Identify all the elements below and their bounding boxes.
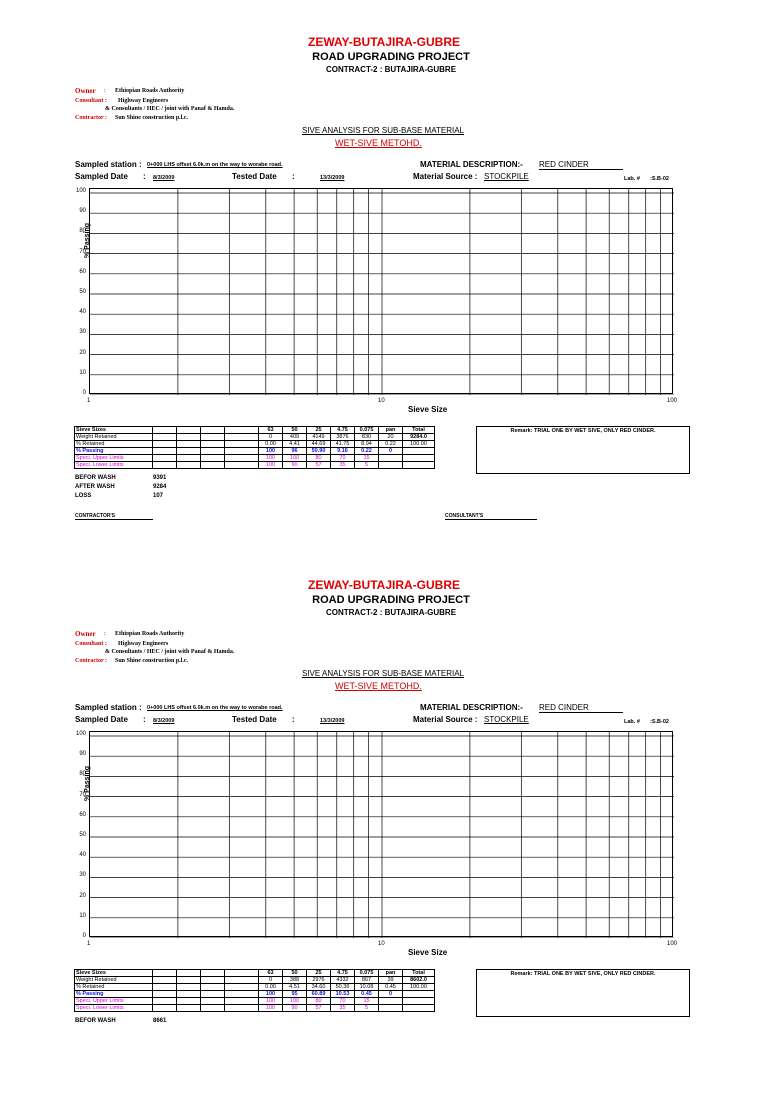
table-cell	[153, 441, 177, 448]
wash-label: BEFOR WASH	[75, 1018, 116, 1024]
material-description-label: MATERIAL DESCRIPTION:-	[420, 703, 523, 712]
header-cell: 50	[283, 970, 307, 977]
contract-line: CONTRACT-2 : BUTAJIRA-GUBRE	[325, 65, 457, 74]
table-cell	[201, 434, 225, 441]
material-source-label: Material Source :	[413, 715, 478, 724]
header-cell	[153, 970, 177, 977]
table-cell	[379, 455, 403, 462]
table-cell	[403, 448, 435, 455]
table-row	[75, 434, 435, 441]
x-tick-1: 1	[87, 398, 91, 404]
contractor-value: Sun Shine construction p.l.c.	[115, 115, 189, 121]
table-cell: 100	[259, 448, 283, 455]
project-title: ZEWAY-BUTAJIRA-GUBRE	[307, 578, 460, 592]
remark-box: Remark: TRIAL ONE BY WET SIVE, ONLY RED CINDER.	[476, 426, 690, 474]
table-cell	[153, 984, 177, 991]
table-cell: 39	[379, 977, 403, 984]
table-cell: 2976	[307, 977, 331, 984]
table-cell	[153, 448, 177, 455]
table-cell: 44.69	[307, 441, 331, 448]
wash-value: 9391	[153, 475, 167, 481]
header-cell: Sieve Sizes	[75, 970, 153, 977]
row-label: Speci. Lower Limits	[75, 462, 153, 469]
remark-box: Remark: TRIAL ONE BY WET SIVE, ONLY RED CINDER.	[476, 969, 690, 1017]
table-cell	[403, 455, 435, 462]
table-cell: 90	[283, 462, 307, 469]
sampled-station-label: Sampled station :	[75, 160, 142, 169]
table-cell: 15	[355, 455, 379, 462]
lab-value: :S.B-02	[650, 176, 669, 182]
report-sheet-2	[0, 543, 768, 1103]
y-tick-label: 30	[79, 329, 86, 336]
row-label: % Passing	[75, 448, 153, 455]
y-tick-label: 70	[79, 791, 86, 798]
table-cell: 60.89	[307, 991, 331, 998]
row-label: Speci. Lower Limits	[75, 1005, 153, 1012]
y-tick-label: 90	[79, 208, 86, 215]
table-cell: 100.00	[403, 984, 435, 991]
tested-date-colon: :	[292, 715, 295, 724]
table-cell	[177, 977, 201, 984]
report-method: WET-SIVE METOHD.	[335, 681, 422, 691]
table-cell: 0.00	[259, 441, 283, 448]
y-tick-label: 20	[79, 349, 86, 356]
table-cell: 867	[355, 977, 379, 984]
table-cell: 50.36	[331, 984, 355, 991]
report-method: WET-SIVE METOHD.	[335, 138, 422, 148]
table-cell	[225, 448, 259, 455]
lab-label: Lab. #	[624, 719, 640, 725]
header-cell: pan	[379, 427, 403, 434]
consultant-value-2: & Consultants / HEC / joint with Panaf & Hamda.	[105, 649, 235, 655]
table-cell: 100	[259, 998, 283, 1005]
table-cell: 50.90	[307, 448, 331, 455]
header-cell: 4.75	[331, 427, 355, 434]
tested-date-value: 13/3/2009	[320, 175, 345, 181]
header-cell	[153, 427, 177, 434]
owner-label: Owner	[75, 87, 96, 95]
sampled-date-label: Sampled Date	[75, 715, 128, 724]
table-cell	[403, 1005, 435, 1012]
owner-label: Owner	[75, 630, 96, 638]
row-label: % Retained	[75, 984, 153, 991]
y-tick-label: 80	[79, 771, 86, 778]
x-axis-label: Sieve Size	[408, 405, 448, 414]
grading-chart	[89, 188, 673, 394]
consultant-label: Consultant :	[75, 98, 107, 104]
table-cell: 90	[283, 1005, 307, 1012]
table-row	[75, 991, 435, 998]
table-cell	[153, 462, 177, 469]
sampled-date-label: Sampled Date	[75, 172, 128, 181]
table-row	[75, 1005, 435, 1012]
x-tick-100: 100	[667, 941, 678, 947]
material-description-label: MATERIAL DESCRIPTION:-	[420, 160, 523, 169]
table-row	[75, 998, 435, 1005]
y-tick-label: 60	[79, 268, 86, 275]
lab-value: :S.B-02	[650, 719, 669, 725]
chart-grid	[90, 189, 674, 395]
y-tick-label: 20	[79, 892, 86, 899]
table-cell	[153, 1005, 177, 1012]
consultant-value-2: & Consultants / HEC / joint with Panaf & Hamda.	[105, 106, 235, 112]
table-cell	[177, 462, 201, 469]
table-cell: 15	[355, 998, 379, 1005]
row-label: Speci. Upper Limits	[75, 998, 153, 1005]
contractor-signature: CONTRACTOR'S	[75, 513, 153, 520]
table-cell	[225, 984, 259, 991]
table-row	[75, 984, 435, 991]
table-cell	[177, 998, 201, 1005]
table-cell: 4332	[331, 977, 355, 984]
table-header-row	[75, 970, 435, 977]
material-description-value: RED CINDER	[539, 703, 623, 713]
header-cell: pan	[379, 970, 403, 977]
wash-value: 8661	[153, 1018, 167, 1024]
sampled-date-colon: :	[143, 715, 146, 724]
wash-label: LOSS	[75, 493, 92, 499]
table-cell	[379, 998, 403, 1005]
tested-date-colon: :	[292, 172, 295, 181]
table-cell: 96	[283, 448, 307, 455]
table-cell: 3876	[331, 434, 355, 441]
table-cell: 9.16	[331, 448, 355, 455]
tested-date-value: 13/3/2009	[320, 718, 345, 724]
y-tick-label: 40	[79, 852, 86, 859]
table-row	[75, 455, 435, 462]
table-cell: 95	[283, 991, 307, 998]
table-row	[75, 448, 435, 455]
grading-chart	[89, 731, 673, 937]
table-cell	[201, 998, 225, 1005]
y-tick-label: 40	[79, 309, 86, 316]
table-cell: 57	[307, 1005, 331, 1012]
table-cell: 4149	[307, 434, 331, 441]
table-cell	[177, 984, 201, 991]
y-tick-label: 100	[75, 188, 86, 194]
contractor-label: Contractor :	[75, 115, 108, 121]
table-cell	[403, 998, 435, 1005]
table-cell	[177, 455, 201, 462]
header-cell: Sieve Sizes	[75, 427, 153, 434]
header-cell: 50	[283, 427, 307, 434]
table-cell	[153, 455, 177, 462]
table-cell: 20	[379, 434, 403, 441]
table-row	[75, 462, 435, 469]
x-tick-1: 1	[87, 941, 91, 947]
table-cell	[225, 977, 259, 984]
table-cell	[153, 991, 177, 998]
table-cell: 409	[283, 434, 307, 441]
table-cell: 70	[331, 455, 355, 462]
wash-value: 107	[153, 493, 164, 499]
header-cell: 4.75	[331, 970, 355, 977]
row-label: % Passing	[75, 991, 153, 998]
table-cell: 34.60	[307, 984, 331, 991]
table-cell	[225, 455, 259, 462]
table-cell	[225, 434, 259, 441]
table-cell: 41.75	[331, 441, 355, 448]
report-heading: SIVE ANALYSIS FOR SUB-BASE MATERIAL	[302, 669, 464, 678]
table-cell	[201, 462, 225, 469]
table-cell	[403, 462, 435, 469]
table-cell: 8602.0	[403, 977, 435, 984]
y-tick-label: 90	[79, 751, 86, 758]
tested-date-label: Tested Date	[232, 172, 277, 181]
table-cell	[177, 448, 201, 455]
contractor-value: Sun Shine construction p.l.c.	[115, 658, 189, 664]
table-cell: 100	[283, 455, 307, 462]
table-cell	[177, 1005, 201, 1012]
project-subtitle: ROAD UPGRADING PROJECT	[312, 594, 470, 606]
table-cell	[201, 1005, 225, 1012]
row-label: Weight Retained	[75, 434, 153, 441]
table-cell	[201, 448, 225, 455]
table-cell: 4.51	[283, 984, 307, 991]
table-cell: 100	[259, 455, 283, 462]
table-cell: 100	[259, 991, 283, 998]
owner-colon: :	[104, 631, 106, 637]
consultant-value-1: Highway Engineers	[118, 641, 169, 647]
sampled-station-value: 0+000 LHS offset 6.0k.m on the way to worabe road.	[147, 705, 283, 711]
table-cell: 70	[331, 998, 355, 1005]
wash-label: BEFOR WASH	[75, 475, 116, 481]
table-cell	[201, 991, 225, 998]
y-tick-label: 80	[79, 228, 86, 235]
header-cell: Total	[403, 427, 435, 434]
header-cell	[177, 970, 201, 977]
sieve-table	[74, 426, 435, 469]
y-tick-label: 50	[79, 289, 86, 295]
x-tick-10: 10	[378, 941, 385, 947]
table-header-row	[75, 427, 435, 434]
table-cell: 100	[283, 998, 307, 1005]
table-cell: 0.45	[379, 984, 403, 991]
sampled-date-colon: :	[143, 172, 146, 181]
table-cell	[177, 441, 201, 448]
wash-value: 9284	[153, 484, 167, 490]
y-axis-label: % Passing	[84, 765, 91, 801]
material-source-value: STOCKPILE	[484, 172, 529, 181]
project-title: ZEWAY-BUTAJIRA-GUBRE	[307, 35, 460, 49]
table-cell: 0	[379, 448, 403, 455]
y-axis-label: % Passing	[84, 222, 91, 258]
table-cell: 5	[355, 462, 379, 469]
table-cell	[201, 984, 225, 991]
header-cell: 0.075	[355, 970, 379, 977]
y-tick-label: 50	[79, 832, 86, 838]
table-cell	[153, 434, 177, 441]
table-cell: 4.41	[283, 441, 307, 448]
table-cell: 0.22	[379, 441, 403, 448]
y-tick-label: 30	[79, 872, 86, 879]
header-cell: 0.075	[355, 427, 379, 434]
contractor-label: Contractor :	[75, 658, 108, 664]
tested-date-label: Tested Date	[232, 715, 277, 724]
table-cell: 0	[379, 991, 403, 998]
x-tick-10: 10	[378, 398, 385, 404]
table-cell	[153, 998, 177, 1005]
table-cell: 100.00	[403, 441, 435, 448]
table-cell: 388	[283, 977, 307, 984]
sampled-date-value: 8/3/2009	[153, 175, 175, 181]
table-cell: 57	[307, 462, 331, 469]
owner-value: Ethiopian Roads Authority	[115, 631, 185, 637]
table-cell: 8.94	[355, 441, 379, 448]
table-cell	[201, 977, 225, 984]
header-cell	[201, 427, 225, 434]
table-cell: 0.00	[259, 984, 283, 991]
table-cell	[225, 991, 259, 998]
table-cell: 80	[307, 455, 331, 462]
table-cell: 80	[307, 998, 331, 1005]
table-cell: 5	[355, 1005, 379, 1012]
header-cell: Total	[403, 970, 435, 977]
table-cell: 0.45	[355, 991, 379, 998]
row-label: % Retained	[75, 441, 153, 448]
table-cell	[403, 991, 435, 998]
header-cell	[225, 427, 259, 434]
y-tick-label: 10	[79, 912, 86, 919]
y-tick-label: 0	[82, 390, 86, 396]
header-cell: 25	[307, 427, 331, 434]
table-cell	[379, 462, 403, 469]
y-tick-label: 60	[79, 811, 86, 818]
y-tick-label: 0	[82, 933, 86, 939]
table-cell: 10.08	[355, 984, 379, 991]
row-label: Speci. Upper Limits	[75, 455, 153, 462]
sampled-date-value: 8/3/2009	[153, 718, 175, 724]
table-cell	[225, 1005, 259, 1012]
project-subtitle: ROAD UPGRADING PROJECT	[312, 51, 470, 63]
table-cell: 100	[259, 462, 283, 469]
header-cell	[201, 970, 225, 977]
wash-label: AFTER WASH	[75, 484, 115, 490]
table-cell: 830	[355, 434, 379, 441]
table-cell: 10.53	[331, 991, 355, 998]
consultant-signature: CONSULTANT'S	[445, 513, 537, 520]
table-cell: 0	[259, 977, 283, 984]
contract-line: CONTRACT-2 : BUTAJIRA-GUBRE	[325, 608, 457, 617]
chart-grid	[90, 732, 674, 938]
material-source-label: Material Source :	[413, 172, 478, 181]
header-cell: 63	[259, 970, 283, 977]
table-cell	[225, 441, 259, 448]
table-cell	[177, 434, 201, 441]
header-cell	[225, 970, 259, 977]
table-cell	[225, 998, 259, 1005]
x-tick-100: 100	[667, 398, 678, 404]
table-cell: 35	[331, 462, 355, 469]
y-tick-label: 100	[75, 731, 86, 737]
table-cell	[201, 441, 225, 448]
table-cell	[225, 462, 259, 469]
material-description-value: RED CINDER	[539, 160, 623, 170]
owner-colon: :	[104, 88, 106, 94]
table-row	[75, 977, 435, 984]
report-heading: SIVE ANALYSIS FOR SUB-BASE MATERIAL	[302, 126, 464, 135]
consultant-label: Consultant :	[75, 641, 107, 647]
owner-value: Ethiopian Roads Authority	[115, 88, 185, 94]
header-cell: 63	[259, 427, 283, 434]
header-cell: 25	[307, 970, 331, 977]
y-tick-label: 70	[79, 248, 86, 255]
table-cell: 35	[331, 1005, 355, 1012]
table-cell: 0	[259, 434, 283, 441]
table-cell	[379, 1005, 403, 1012]
table-cell	[153, 977, 177, 984]
sampled-station-value: 0+000 LHS offset 6.0k.m on the way to worabe road.	[147, 162, 283, 168]
table-cell: 9284.0	[403, 434, 435, 441]
table-row	[75, 441, 435, 448]
lab-label: Lab. #	[624, 176, 640, 182]
consultant-value-1: Highway Engineers	[118, 98, 169, 104]
table-cell	[177, 991, 201, 998]
x-axis-label: Sieve Size	[408, 948, 448, 957]
material-source-value: STOCKPILE	[484, 715, 529, 724]
y-tick-label: 10	[79, 369, 86, 376]
table-cell	[201, 455, 225, 462]
row-label: Weight Retained	[75, 977, 153, 984]
sieve-table	[74, 969, 435, 1012]
table-cell: 0.22	[355, 448, 379, 455]
table-cell: 100	[259, 1005, 283, 1012]
sampled-station-label: Sampled station :	[75, 703, 142, 712]
header-cell	[177, 427, 201, 434]
